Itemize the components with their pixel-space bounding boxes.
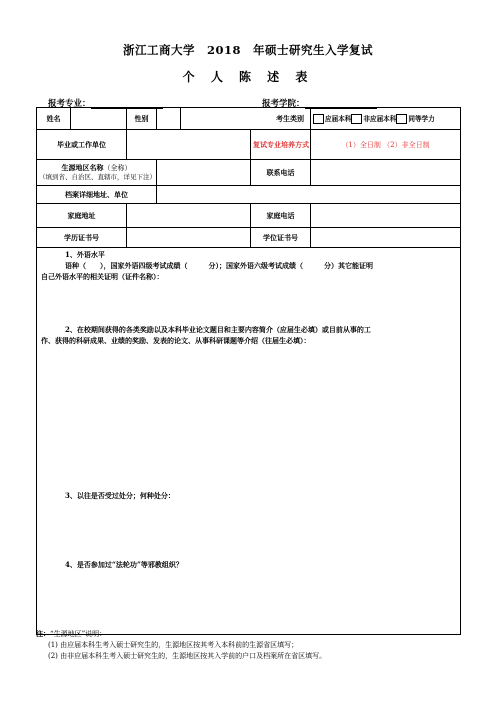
notes-heading-text: “生源地区”说明：: [50, 630, 107, 638]
name-label: 姓名: [37, 108, 71, 130]
notes-heading: [36, 628, 326, 640]
fresh-graduate-checkbox[interactable]: [313, 114, 324, 124]
q2-line1: 2、在校期间获得的各类奖励以及本科毕业论文题目和主要内容简介（应届生必填）或目前从事的工: [65, 325, 371, 334]
q1-title: 1、外语水平: [65, 250, 105, 259]
home-phone-input[interactable]: [311, 204, 461, 228]
origin-region-sub: （全称）: [103, 164, 132, 172]
training-mode-label: 复试专业培养方式: [251, 130, 311, 160]
category-label: 考生类别: [181, 108, 311, 130]
notes-heading-label: 注：: [36, 629, 50, 638]
archive-address-label: 档案详细地址、单位: [37, 186, 157, 204]
origin-region-note: （填到省、自治区、直辖市，详见下注）: [39, 173, 156, 181]
statement-section[interactable]: [37, 248, 461, 635]
origin-region-label: 生源地区名称: [61, 163, 104, 172]
archive-address-input[interactable]: [157, 186, 461, 204]
origin-region-cell: [37, 160, 157, 186]
home-phone-label: 家庭电话: [251, 204, 311, 228]
non-fresh-graduate-label: 非应届本科: [363, 115, 397, 123]
degree-cert-input[interactable]: [311, 228, 461, 248]
q1-line1: 语种（ ），国家外语四级考试成绩（ 分）；国家外语六级考试成绩（ 分）其它能证明: [65, 261, 373, 270]
home-address-label: 家庭地址: [37, 204, 127, 228]
equivalent-checkbox[interactable]: [396, 114, 407, 124]
gender-input[interactable]: [157, 108, 181, 130]
name-input[interactable]: [71, 108, 127, 130]
note-1: (1) 由应届本科生考入硕士研究生的，生源地区按其考入本科前的生源省区填写；: [48, 641, 299, 649]
category-options: [311, 108, 461, 130]
phone-label: 联系电话: [251, 160, 311, 186]
page-subtitle: 个 人 陈 述 表: [182, 70, 314, 84]
apply-major-label: 报考专业：: [48, 99, 91, 109]
education-cert-label: 学历证书号: [37, 228, 127, 248]
fresh-graduate-label: 应届本科: [325, 115, 352, 123]
q2-line2: 作、获得的科研成果、业绩的奖励、发表的论文、从事科研课题等介绍（往届生必填）：: [41, 336, 311, 345]
origin-region-input[interactable]: [157, 160, 251, 186]
q1-line2: 自己外语水平的相关证明（证件名称）：: [41, 272, 164, 281]
gender-label: 性别: [127, 108, 157, 130]
home-address-input[interactable]: [127, 204, 251, 228]
non-fresh-graduate-checkbox[interactable]: [351, 114, 362, 124]
apply-school-label: 报考学院：: [262, 99, 305, 109]
notes: [36, 628, 326, 662]
work-unit-label: 毕业或工作单位: [37, 130, 127, 160]
note-2: (2) 由非应届本科生考入硕士研究生的，生源地区按其入学前的户口及档案所在省区填写。: [48, 652, 327, 660]
degree-cert-label: 学位证书号: [251, 228, 311, 248]
training-mode-options[interactable]: （1）全日制 （2）非全日制: [311, 130, 461, 160]
q4-text: 4、是否参加过“法轮功”等邪教组织？: [65, 560, 183, 569]
phone-input[interactable]: [311, 160, 461, 186]
education-cert-input[interactable]: [127, 228, 251, 248]
equivalent-label: 同等学力: [408, 115, 435, 123]
statement-form-table: [36, 107, 461, 635]
q3-text: 3、以往是否受过处分；何种处分：: [65, 491, 175, 500]
work-unit-input[interactable]: [127, 130, 251, 160]
page-title: 浙江工商大学 2018 年硕士研究生入学复试: [122, 43, 373, 57]
